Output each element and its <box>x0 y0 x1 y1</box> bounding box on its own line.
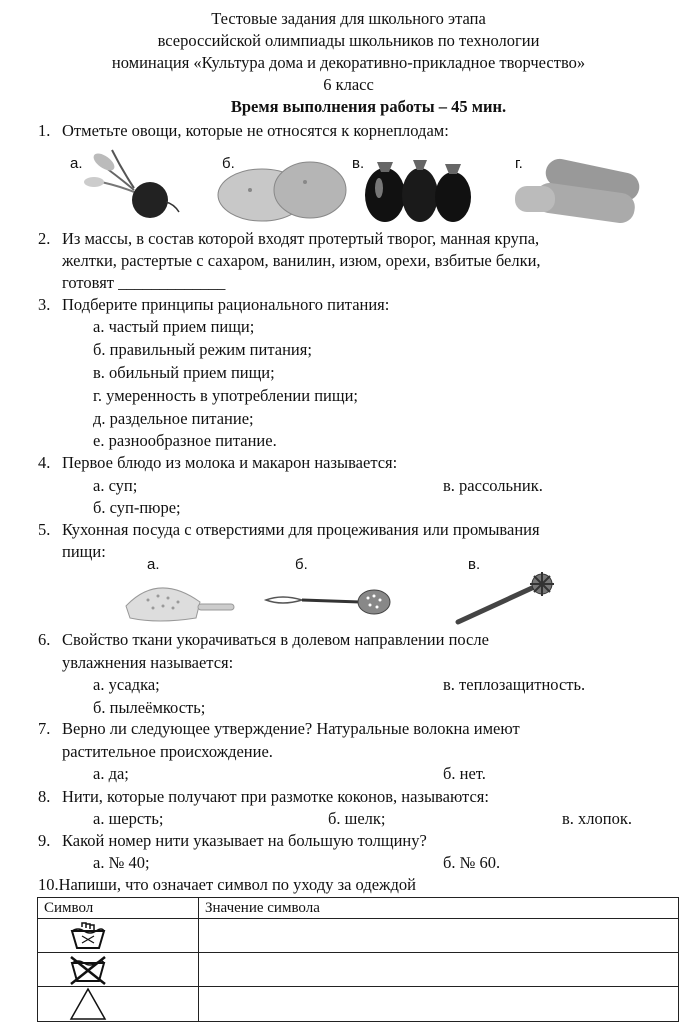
q1-label-g: г. <box>515 155 523 172</box>
document-header <box>0 8 697 118</box>
question-number: 6. <box>38 630 51 649</box>
q3-option-e: е. разнообразное питание. <box>93 431 277 450</box>
question-number: 5. <box>38 520 51 539</box>
beet-image <box>82 140 182 225</box>
skimmer-image <box>262 584 392 620</box>
q6-option-v: в. теплозащитность. <box>443 675 586 694</box>
question-1 <box>38 120 449 142</box>
q3-option-d: д. раздельное питание; <box>93 409 254 428</box>
question-text: Подберите принципы рационального питания: <box>62 295 390 314</box>
q3-option-a: а. частый прием пищи; <box>93 317 255 336</box>
q8-option-v: в. хлопок. <box>562 809 632 828</box>
q3-option-b: б. правильный режим питания; <box>93 340 312 359</box>
question-text: Отметьте овощи, которые не относятся к корнеплодам: <box>62 121 449 140</box>
q3-option-g: г. умеренность в употреблении пищи; <box>93 386 358 405</box>
table-row <box>38 987 679 1022</box>
question-text: Нити, которые получают при размотке коконов, называются: <box>62 787 489 806</box>
header-line-1: Тестовые задания для школьного этапа <box>211 9 486 28</box>
potato-image <box>210 150 350 225</box>
hand-wash-icon <box>68 921 108 951</box>
header-line-4: 6 класс <box>323 75 374 94</box>
question-8 <box>38 786 489 808</box>
q7-option-b: б. нет. <box>443 764 486 783</box>
no-wash-icon <box>68 955 108 985</box>
q9-option-a: а. № 40; <box>93 853 150 872</box>
table-header-row <box>38 898 679 919</box>
q3-option-v: в. обильный прием пищи; <box>93 363 275 382</box>
question-6-line-2: увлажнения называется: <box>62 653 234 672</box>
question-5-line-2: пищи: <box>62 542 106 561</box>
eggplant-image <box>355 150 480 225</box>
table-row <box>38 953 679 987</box>
question-4 <box>38 452 397 474</box>
question-number: 2. <box>38 229 51 248</box>
q4-option-v: в. рассольник. <box>443 476 543 495</box>
question-5 <box>38 519 540 541</box>
question-text: Первое блюдо из молока и макарон называется: <box>62 453 398 472</box>
q4-option-a: а. суп; <box>93 476 138 495</box>
time-limit: Время выполнения работы – 45 мин. <box>230 97 507 116</box>
q5-label-v: в. <box>468 556 481 573</box>
colander-image <box>118 576 238 626</box>
question-2 <box>38 228 539 250</box>
column-header-meaning: Значение символа <box>199 898 679 919</box>
q1-label-a: а. <box>70 155 83 172</box>
question-2-line-3: готовят _____________ <box>62 273 226 292</box>
question-number: 9. <box>38 831 51 850</box>
bleach-triangle-icon <box>68 987 108 1021</box>
question-9 <box>38 830 427 852</box>
question-text: Какой номер нити указывает на большую толщину? <box>62 831 427 850</box>
q7-option-a: а. да; <box>93 764 129 783</box>
question-number: 1. <box>38 121 51 140</box>
q8-option-b: б. шелк; <box>328 809 386 828</box>
q8-option-a: а. шерсть; <box>93 809 164 828</box>
q6-option-a: а. усадка; <box>93 675 160 694</box>
question-7 <box>38 718 520 740</box>
q6-option-b: б. пылеёмкость; <box>93 698 206 717</box>
question-number: 8. <box>38 787 51 806</box>
question-number: 3. <box>38 295 51 314</box>
question-7-line-2: растительное происхождение. <box>62 742 273 761</box>
q5-label-b: б. <box>295 556 308 573</box>
question-6 <box>38 629 489 651</box>
meaning-cell[interactable] <box>199 919 679 953</box>
question-number: 7. <box>38 719 51 738</box>
table-row <box>38 919 679 953</box>
dough-cutter-image <box>452 572 562 628</box>
q9-option-b: б. № 60. <box>443 853 501 872</box>
question-3 <box>38 294 389 316</box>
question-text-line-1: Из массы, в состав которой входят протертый творог, манная крупа, <box>62 229 540 248</box>
question-text-line-1: Свойство ткани укорачиваться в долевом направлении после <box>62 630 489 649</box>
header-line-2: всероссийской олимпиады школьников по технологии <box>157 31 540 50</box>
meaning-cell[interactable] <box>199 953 679 987</box>
question-text-line-1: Верно ли следующее утверждение? Натуральные волокна имеют <box>62 719 520 738</box>
care-symbols-table <box>37 897 679 1022</box>
question-10: 10.Напиши, что означает символ по уходу за одеждой <box>38 875 416 894</box>
question-number: 4. <box>38 453 51 472</box>
question-text-line-1: Кухонная посуда с отверстиями для процеживания или промывания <box>62 520 540 539</box>
zucchini-image <box>505 158 645 226</box>
header-line-3: номинация «Культура дома и декоративно-прикладное творчество» <box>111 53 586 72</box>
meaning-cell[interactable] <box>199 987 679 1022</box>
q1-label-v: в. <box>352 155 365 172</box>
q4-option-b: б. суп-пюре; <box>93 498 181 517</box>
question-2-line-2: желтки, растертые с сахаром, ванилин, изюм, орехи, взбитые белки, <box>62 251 541 270</box>
q1-label-b: б. <box>222 155 235 172</box>
q5-label-a: а. <box>147 556 160 573</box>
column-header-symbol: Символ <box>38 898 199 919</box>
